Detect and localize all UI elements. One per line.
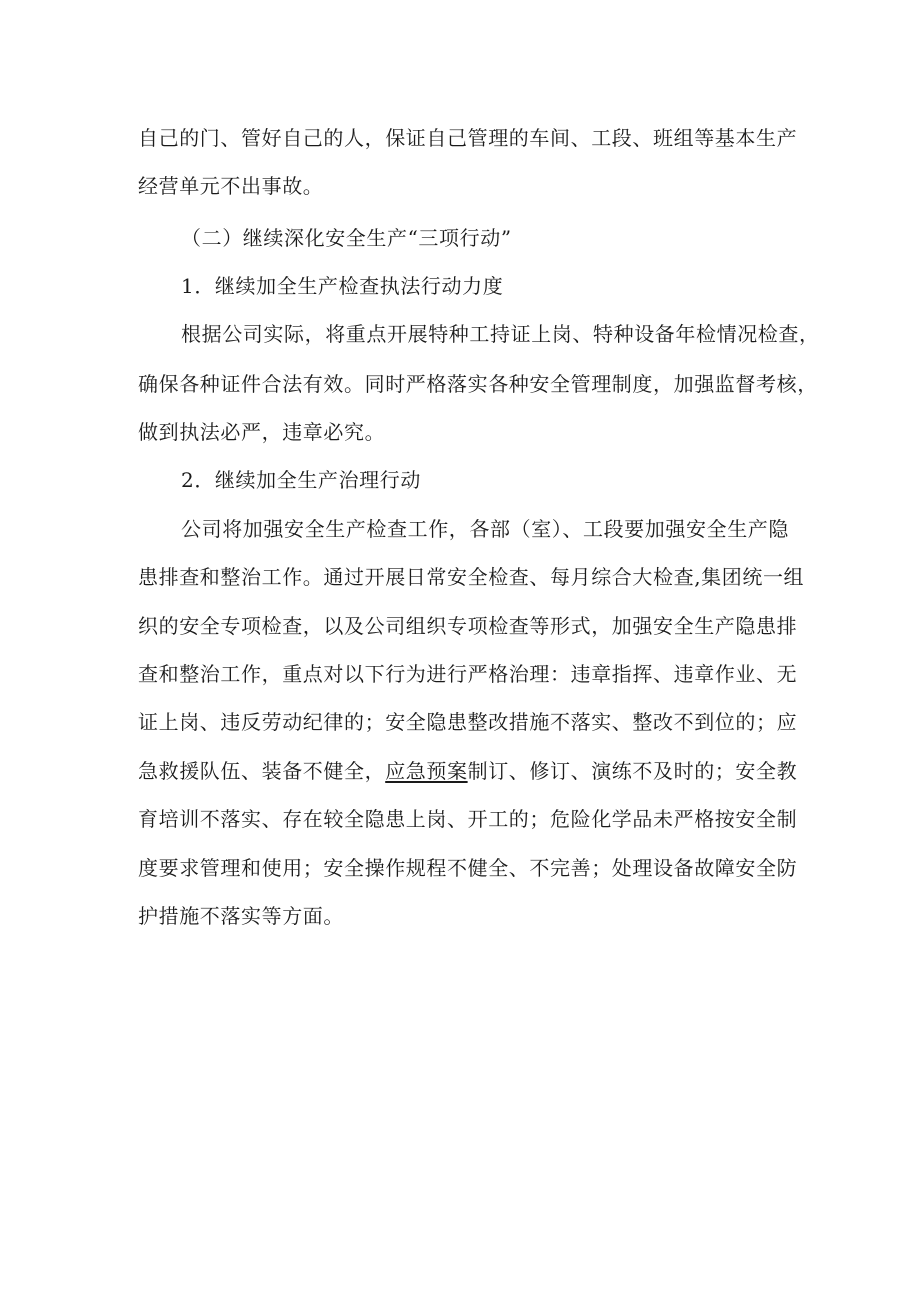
paragraph-line: 自己的门、管好自己的人，保证自己管理的车间、工段、班组等基本生产: [138, 126, 798, 150]
paragraph-line: [138, 757, 798, 785]
section-heading: （二）继续深化安全生产“三项行动”: [181, 226, 512, 250]
paragraph-line: 患排查和整治工作。通过开展日常安全检查、每月综合大检查,集团统一组: [138, 565, 805, 589]
paragraph-line: 做到执法必严，违章必究。: [138, 420, 386, 444]
paragraph-line: 护措施不落实等方面。: [138, 904, 344, 928]
paragraph-line: 育培训不落实、存在较全隐患上岗、开工的；危险化学品未严格按安全制: [138, 807, 798, 831]
paragraph-line: 证上岗、违反劳动纪律的；安全隐患整改措施不落实、整改不到位的；应: [138, 710, 798, 734]
item-title: 1．继续加全生产检查执法行动力度: [181, 274, 504, 298]
paragraph-line-pre: 急救援队伍、装备不健全，: [138, 759, 386, 783]
paragraph-line: 确保各种证件合法有效。同时严格落实各种安全管理制度，加强监督考核，: [138, 372, 818, 396]
paragraph-line: 查和整治工作，重点对以下行为进行严格治理：违章指挥、违章作业、无: [138, 662, 798, 686]
paragraph-line: 根据公司实际，将重点开展特种工持证上岗、特种设备年检情况检查，: [181, 322, 820, 346]
paragraph-line: 公司将加强安全生产检查工作，各部（室）、工段要加强安全生产隐: [181, 517, 789, 541]
item-title: 2．继续加全生产治理行动: [181, 468, 421, 492]
paragraph-line-post: 制订、修订、演练不及时的；安全教: [467, 759, 798, 783]
paragraph-line: 织的安全专项检查，以及公司组织专项检查等形式，加强安全生产隐患排: [138, 614, 798, 638]
paragraph-line: 度要求管理和使用；安全操作规程不健全、不完善；处理设备故障安全防: [138, 856, 798, 880]
emergency-plan-link[interactable]: 应急预案: [385, 759, 468, 783]
paragraph-line: 经营单元不出事故。: [138, 174, 324, 198]
